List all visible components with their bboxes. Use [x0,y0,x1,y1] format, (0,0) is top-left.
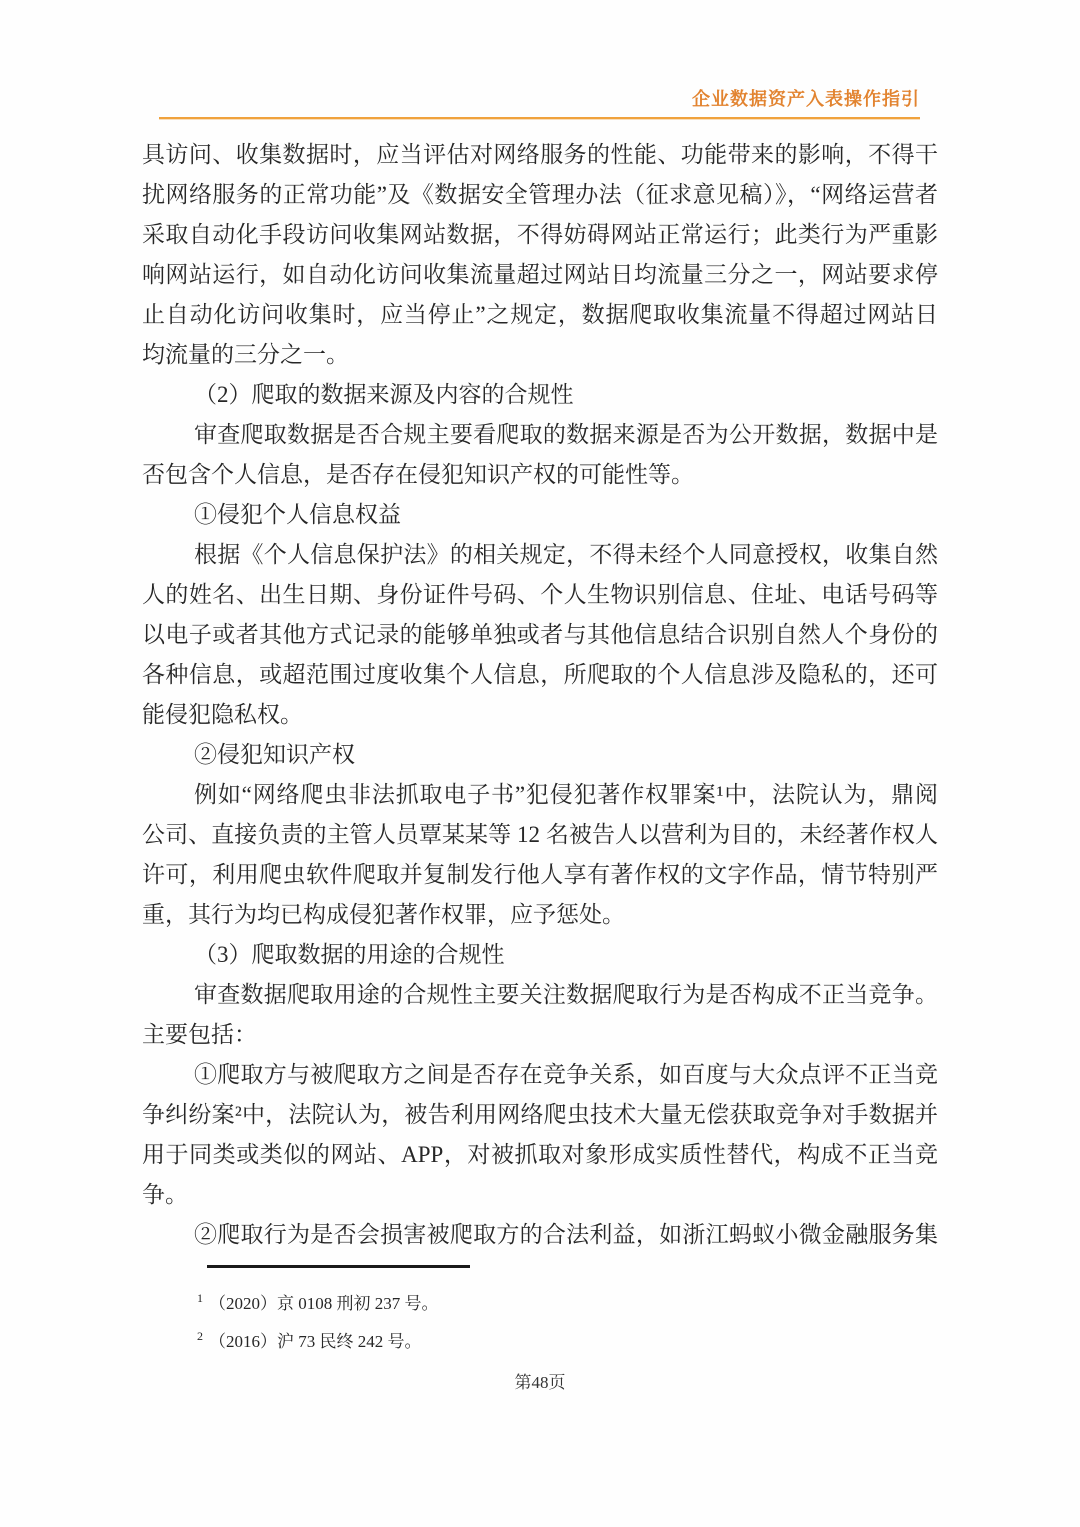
body-line: 争。 [142,1182,188,1207]
body-line: 许可，利用爬虫软件爬取并复制发行他人享有著作权的文字作品，情节特别严 [142,862,938,887]
body-line: 采取自动化手段访问收集网站数据，不得妨碍网站正常运行；此类行为严重影 [142,222,938,247]
body-line: 审查数据爬取用途的合规性主要关注数据爬取行为是否构成不正当竞争。 [194,982,938,1007]
header-rule-divider [159,117,920,119]
body-line: 人的姓名、出生日期、身份证件号码、个人生物识别信息、住址、电话号码等 [142,582,938,607]
footnote-separator [207,1265,470,1268]
body-line: 均流量的三分之一。 [142,342,349,367]
page-header-title: 企业数据资产入表操作指引 [692,89,920,109]
body-line: 审查爬取数据是否合规主要看爬取的数据来源是否为公开数据，数据中是 [194,422,938,447]
body-line: 以电子或者其他方式记录的能够单独或者与其他信息结合识别自然人个身份的 [142,622,938,647]
body-line: 根据《个人信息保护法》的相关规定，不得未经个人同意授权，收集自然 [194,542,938,567]
body-line: 否包含个人信息，是否存在侵犯知识产权的可能性等。 [142,462,694,487]
body-text [142,135,938,1255]
footnotes [197,1285,837,1361]
body-line: ②侵犯知识产权 [194,742,355,767]
body-line: ①爬取方与被爬取方之间是否存在竞争关系，如百度与大众点评不正当竞 [194,1062,938,1087]
body-line: 公司、直接负责的主管人员覃某某等 12 名被告人以营利为目的，未经著作权人 [142,822,938,847]
footnote-marker: 1 [197,1291,203,1306]
body-line: 用于同类或类似的网站、APP，对被抓取对象形成实质性替代，构成不正当竞 [142,1142,938,1167]
body-line: （3）爬取数据的用途的合规性 [194,942,505,967]
body-line: 例如“网络爬虫非法抓取电子书”犯侵犯著作权罪案¹中，法院认为，鼎阅 [194,782,938,807]
body-line: 能侵犯隐私权。 [142,702,303,727]
footnote [197,1285,837,1323]
body-line: 重，其行为均已构成侵犯著作权罪，应予惩处。 [142,902,625,927]
body-line: 争纠纷案²中，法院认为，被告利用网络爬虫技术大量无偿获取竞争对手数据并 [142,1102,938,1127]
footnote-text: （2016）沪 73 民终 242 号。 [209,1332,422,1351]
page-number: 第48页 [514,1373,566,1392]
body-line: 具访问、收集数据时，应当评估对网络服务的性能、功能带来的影响，不得干 [142,142,938,167]
body-line: 各种信息，或超范围过度收集个人信息，所爬取的个人信息涉及隐私的，还可 [142,662,938,687]
footnote [197,1323,837,1361]
body-line: ①侵犯个人信息权益 [194,502,401,527]
footnote-text: （2020）京 0108 刑初 237 号。 [209,1294,439,1313]
body-line: 响网站运行，如自动化访问收集流量超过网站日均流量三分之一，网站要求停 [142,262,938,287]
body-line: ②爬取行为是否会损害被爬取方的合法利益，如浙江蚂蚁小微金融服务集 [194,1222,938,1247]
body-line: （2）爬取的数据来源及内容的合规性 [194,382,574,407]
body-line: 扰网络服务的正常功能”及《数据安全管理办法（征求意见稿）》，“网络运营者 [142,182,938,207]
body-line: 主要包括： [142,1022,257,1047]
body-line: 止自动化访问收集时，应当停止”之规定，数据爬取收集流量不得超过网站日 [142,302,938,327]
footnote-marker: 2 [197,1329,203,1344]
